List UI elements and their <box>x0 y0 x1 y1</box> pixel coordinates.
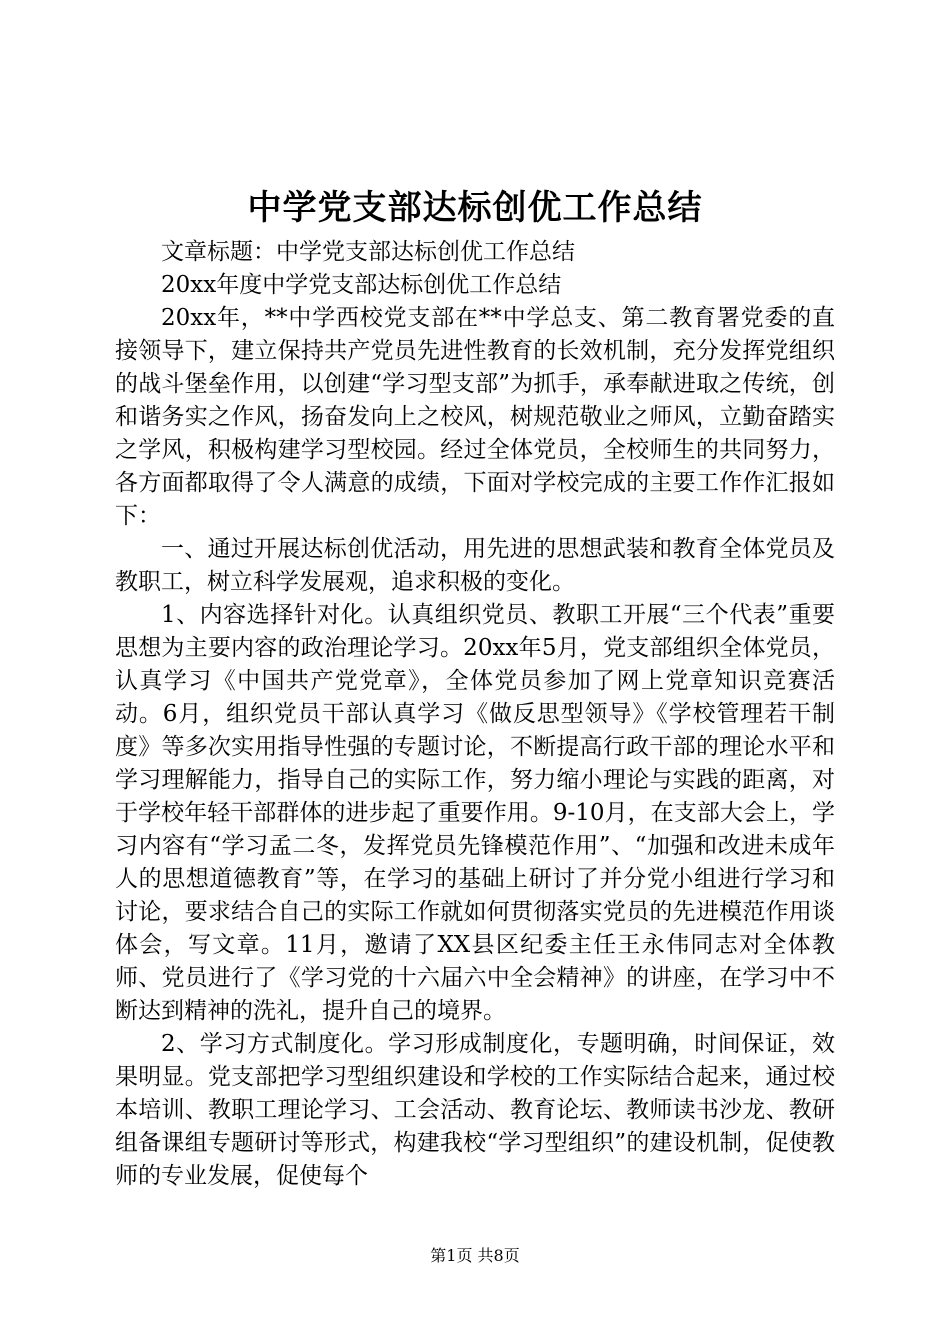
paragraph-item-2: 2、学习方式制度化。学习形成制度化，专题明确，时间保证，效果明显。党支部把学习型组织建设和学校的工作实际结合起来，通过校本培训、教职工理论学习、工会活动、教育论坛、教师读书沙龙、教研组备课组专题研讨等形式，构建我校“学习型组织”的建设机制，促使教师的专业发展，促使每个 <box>115 1031 835 1189</box>
paragraph-item-1: 1、内容选择针对化。认真组织党员、教职工开展“三个代表”重要思想为主要内容的政治理论学习。20xx年5月，党支部组织全体党员，认真学习《中国共产党党章》，全体党员参加了网上党章知识竞赛活动。6月，组织党员干部认真学习《做反思型领导》《学校管理若干制度》等多次实用指导性强的专题讨论，不断提高行政干部的理论水平和学习理解能力，指导自己的实际工作，努力缩小理论与实践的距离，对于学校年轻干部群体的进步起了重要作用。9-10月，在支部大会上，学习内容有“学习孟二冬，发挥党员先锋模范作用”、“加强和改进未成年人的思想道德教育”等，在学习的基础上研讨了并分党小组进行学习和讨论，要求结合自己的实际工作就如何贯彻落实党员的先进模范作用谈体会，写文章。11月，邀请了XX县区纪委主任王永伟同志对全体教师、党员进行了《学习党的十六届六中全会精神》的讲座，在学习中不断达到精神的洗礼，提升自己的境界。 <box>115 602 835 1024</box>
article-title-line: 文章标题：中学党支部达标创优工作总结 <box>161 239 575 265</box>
paragraph-intro: 20xx年，**中学西校党支部在**中学总支、第二教育署党委的直接领导下，建立保持共产党员先进性教育的长效机制，充分发挥党组织的战斗堡垒作用，以创建“学习型支部”为抓手，承奉献进取之传统，创和谐务实之作风，扬奋发向上之校风，树规范敬业之师风，立勤奋踏实之学风，积极构建学习型校园。经过全体党员，全校师生的共同努力，各方面都取得了令人满意的成绩，下面对学校完成的主要工作作汇报如下： <box>115 305 835 529</box>
subtitle-line: 20xx年度中学党支部达标创优工作总结 <box>161 272 562 298</box>
document-title: 中学党支部达标创优工作总结 <box>247 188 703 228</box>
document-body <box>115 236 835 1193</box>
page-footer: 第1页 共8页 <box>430 1246 520 1265</box>
paragraph-section-1: 一、通过开展达标创优活动，用先进的思想武装和教育全体党员及教职工，树立科学发展观，追求积极的变化。 <box>115 536 835 595</box>
